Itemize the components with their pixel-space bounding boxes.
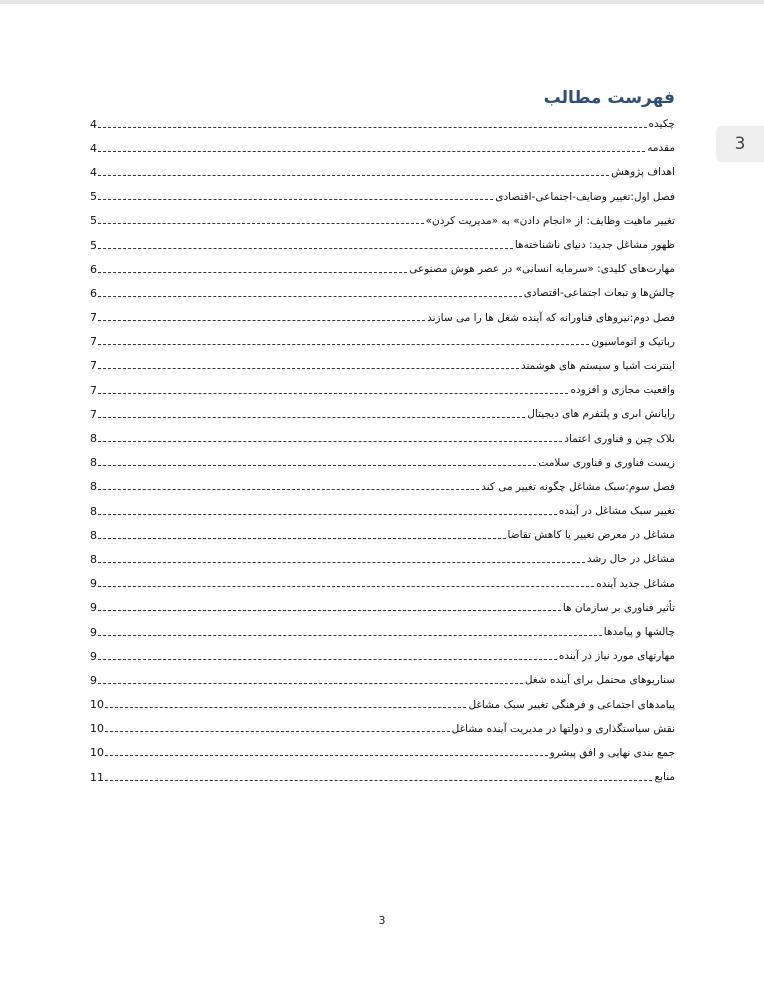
dot-leader <box>105 707 466 708</box>
toc-entry[interactable] <box>90 741 675 765</box>
toc-entry[interactable] <box>90 136 675 160</box>
toc-entry-title: چکیده <box>648 118 675 131</box>
toc-entry[interactable] <box>90 306 675 330</box>
toc-entry[interactable] <box>90 112 675 136</box>
toc-entry-title: اهداف پژوهش <box>611 166 675 179</box>
dot-leader <box>105 755 548 756</box>
toc-entry-title: واقعیت مجازی و افزوده <box>570 384 675 397</box>
dot-leader <box>98 223 424 224</box>
dot-leader <box>98 320 425 321</box>
toc-entry-title: چالشها و پیامدها <box>603 626 675 639</box>
dot-leader <box>98 127 647 128</box>
dot-leader <box>98 635 602 636</box>
page-number: 3 <box>378 914 386 927</box>
toc-entry-title: رباتیک و اتوماسیون <box>591 335 675 348</box>
toc-entry[interactable] <box>90 426 675 450</box>
toc-entry-title: مهارتهای مورد نیاز در آینده <box>558 650 675 663</box>
toc-entry-page: 6 <box>90 286 97 300</box>
dot-leader <box>98 296 522 297</box>
toc-entry-title: مهارت‌های کلیدی: «سرمایه انسانی» در عصر هوش مصنوعی <box>409 263 675 276</box>
toc-entry-page: 7 <box>90 407 97 421</box>
toc-entry-page: 8 <box>90 528 97 542</box>
toc-entry-title: تغییر ماهیت وظایف: از «انجام دادن» به «مدیریت کردن» <box>425 214 675 227</box>
toc-entry-page: 9 <box>90 673 97 687</box>
dot-leader <box>98 417 525 418</box>
toc-entry-page: 7 <box>90 359 97 373</box>
toc-entry-title: فصل دوم:نیروهای فناورانه که آینده شغل ها را می سازند <box>427 311 675 324</box>
toc-entry-title: مقدمه <box>647 142 675 155</box>
toc-entry-page: 5 <box>90 190 97 204</box>
toc-entry-page: 10 <box>90 722 104 736</box>
toc-entry-page: 5 <box>90 214 97 228</box>
dot-leader <box>105 731 450 732</box>
dot-leader <box>105 780 652 781</box>
page-indicator-badge: 3 <box>716 126 764 162</box>
toc-entry-title: فصل اول:تغییر وضایف-اجتماعی-اقتصادی <box>495 190 675 203</box>
toc-entry-page: 10 <box>90 746 104 760</box>
dot-leader <box>98 393 568 394</box>
dot-leader <box>98 659 557 660</box>
toc-entry-title: نقش سیاستگذاری و دولتها در مدیریت آینده مشاغل <box>451 722 675 735</box>
dot-leader <box>98 368 519 369</box>
dot-leader <box>98 489 479 490</box>
dot-leader <box>98 683 523 684</box>
toc-entry[interactable] <box>90 668 675 692</box>
toc-entry-title: بلاک چین و فناوری اعتماد <box>564 432 675 445</box>
toc-entry-title: مشاغل جدید آینده <box>596 577 675 590</box>
dot-leader <box>98 441 562 442</box>
toc-entry[interactable] <box>90 620 675 644</box>
toc-entry-page: 9 <box>90 577 97 591</box>
toc-entry[interactable] <box>90 475 675 499</box>
toc-entry-title: منابع <box>654 771 675 784</box>
toc-entry-page: 8 <box>90 432 97 446</box>
toc-entry-page: 8 <box>90 480 97 494</box>
toc-entry[interactable] <box>90 644 675 668</box>
toc-entry-page: 9 <box>90 649 97 663</box>
dot-leader <box>98 151 645 152</box>
toc-entry[interactable] <box>90 765 675 789</box>
toc-entry-title: چالش‌ها و تبعات اجتماعی-اقتصادی <box>523 287 675 300</box>
toc-entry-page: 4 <box>90 165 97 179</box>
dot-leader <box>98 586 594 587</box>
toc-entry-page: 9 <box>90 625 97 639</box>
toc-entry-page: 7 <box>90 335 97 349</box>
toc-entry-title: تأثیر فناوری بر سازمان ها <box>562 601 675 614</box>
toc-entry-page: 6 <box>90 262 97 276</box>
toc-entry-page: 9 <box>90 601 97 615</box>
toc-entry[interactable] <box>90 547 675 571</box>
toc-entry-title: پیامدهای اجتماعی و فرهنگی تغییر سبک مشاغل <box>468 698 675 711</box>
toc-entry[interactable] <box>90 717 675 741</box>
toc-entry[interactable] <box>90 378 675 402</box>
toc-entry[interactable] <box>90 281 675 305</box>
toc-entry-title: مشاغل در معرض تغییر یا کاهش تقاضا <box>507 529 675 542</box>
toc-entry-page: 8 <box>90 504 97 518</box>
dot-leader <box>98 175 609 176</box>
top-border <box>0 0 764 4</box>
dot-leader <box>98 199 493 200</box>
toc-entry[interactable] <box>90 451 675 475</box>
toc-entry[interactable] <box>90 330 675 354</box>
dot-leader <box>98 272 407 273</box>
toc-entry-page: 8 <box>90 552 97 566</box>
toc-entry-page: 5 <box>90 238 97 252</box>
toc-entry[interactable] <box>90 693 675 717</box>
toc-entry[interactable] <box>90 160 675 184</box>
toc-entry-title: رایانش ابری و پلتفرم های دیجیتال <box>527 408 675 421</box>
dot-leader <box>98 562 585 563</box>
toc-entry-page: 10 <box>90 698 104 712</box>
toc-entry[interactable] <box>90 572 675 596</box>
toc-entry-title: مشاغل در حال رشد <box>586 553 675 566</box>
toc-entry[interactable] <box>90 402 675 426</box>
toc-entry[interactable] <box>90 596 675 620</box>
dot-leader <box>98 344 589 345</box>
dot-leader <box>98 610 561 611</box>
toc-entry-page: 7 <box>90 383 97 397</box>
toc-entry-title: جمع بندی نهایی و افق پیشرو <box>549 746 675 759</box>
toc-title: فهرست مطالب <box>543 88 675 108</box>
toc-entry-page: 11 <box>90 770 104 784</box>
toc-entry-page: 4 <box>90 141 97 155</box>
toc-entry-title: ظهور مشاغل جدید: دنیای ناشناخته‌ها <box>514 239 675 252</box>
toc-entry[interactable] <box>90 257 675 281</box>
dot-leader <box>98 465 536 466</box>
toc-entry-title: سناریوهای محتمل برای آینده شغل <box>524 674 675 687</box>
toc-entry[interactable] <box>90 233 675 257</box>
toc-entry[interactable] <box>90 209 675 233</box>
dot-leader <box>98 514 557 515</box>
toc-entry-title: اینترنت اشیا و سیستم های هوشمند <box>521 359 675 372</box>
dot-leader <box>98 248 513 249</box>
toc-entry[interactable] <box>90 523 675 547</box>
dot-leader <box>98 538 506 539</box>
toc-entry-page: 7 <box>90 311 97 325</box>
table-of-contents <box>90 112 675 789</box>
toc-entry-title: تغییر سبک مشاغل در آینده <box>558 505 675 518</box>
toc-entry-page: 4 <box>90 117 97 131</box>
toc-entry-title: فصل سوم:سبک مشاغل چگونه تغییر می کند <box>481 480 675 493</box>
toc-entry[interactable] <box>90 185 675 209</box>
toc-entry[interactable] <box>90 354 675 378</box>
toc-entry-title: زیست فناوری و فناوری سلامت <box>538 456 675 469</box>
toc-entry-page: 8 <box>90 456 97 470</box>
toc-entry[interactable] <box>90 499 675 523</box>
